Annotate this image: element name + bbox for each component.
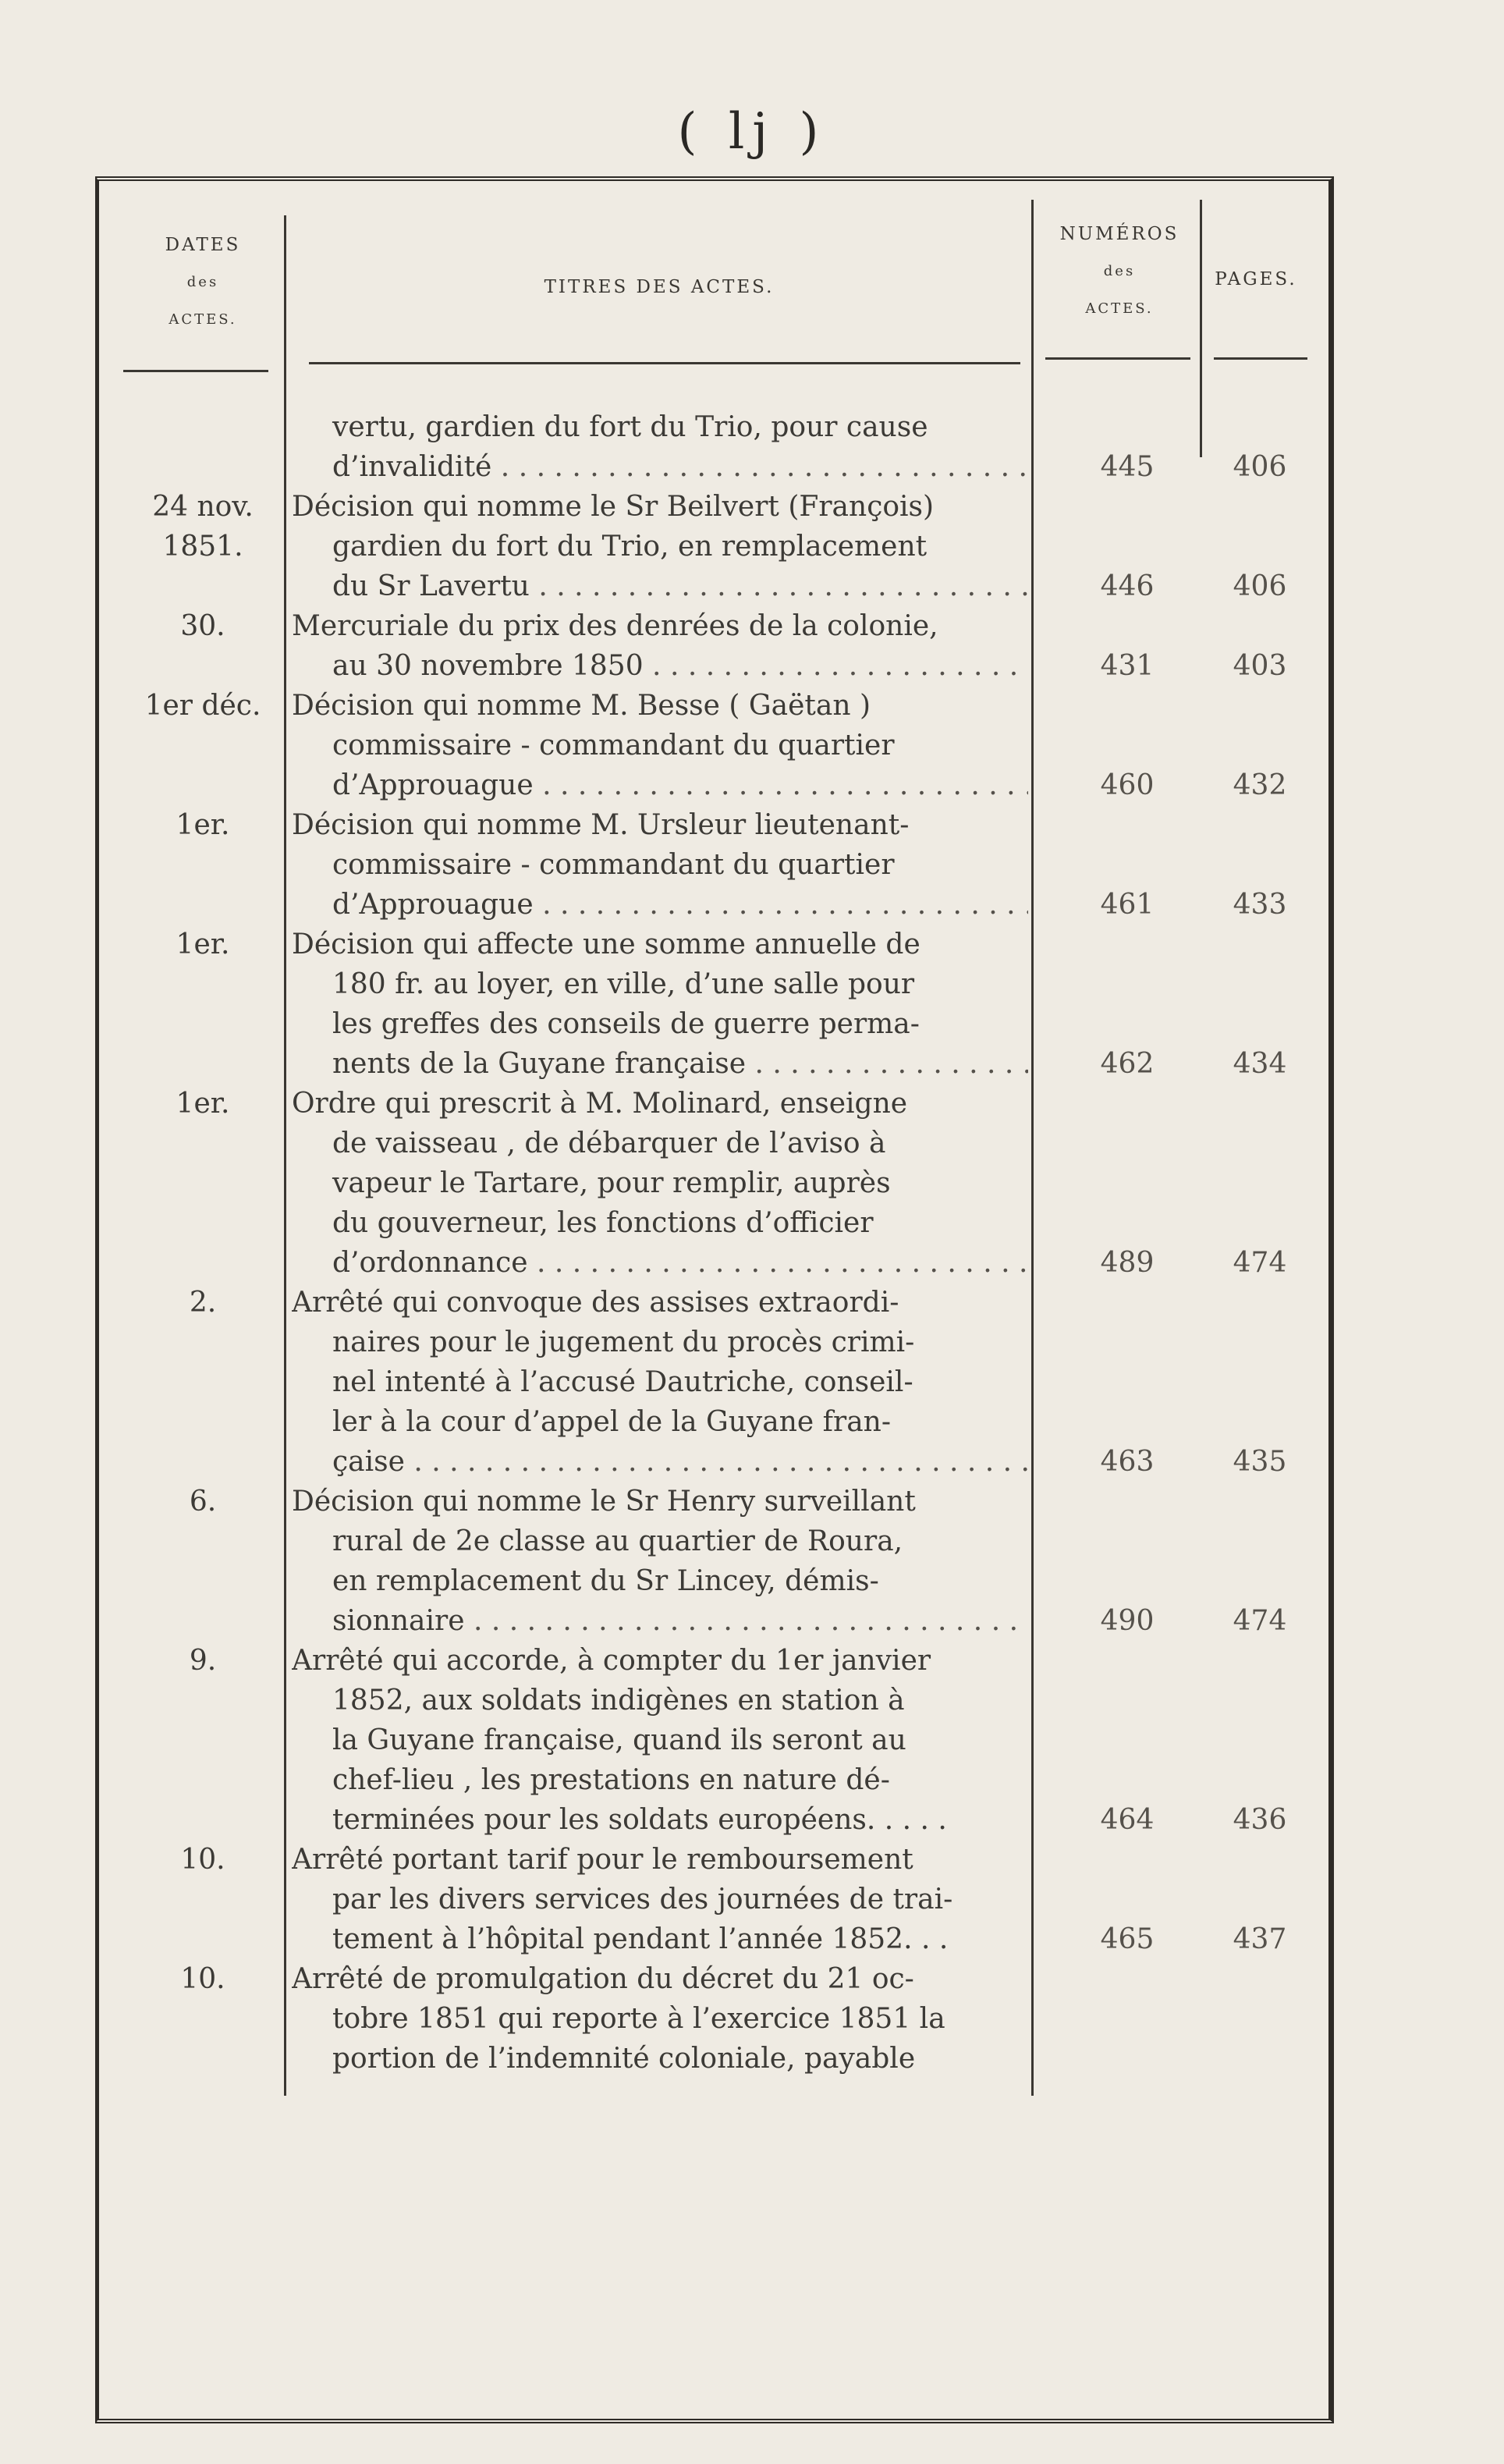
header-numeros-line: NUMÉROS — [1059, 224, 1179, 244]
act-date: 1er déc. — [144, 690, 261, 722]
header-numeros-line: des — [1103, 263, 1136, 279]
header-rule — [1214, 357, 1307, 360]
act-title-line: par les divers services des journées de trai- — [332, 1884, 953, 1915]
act-date: 10. — [180, 1844, 225, 1876]
act-title-line: d’invalidité . . . — [292, 447, 1028, 487]
act-title-line: Arrêté portant tarif pour le remboursement — [292, 1844, 913, 1876]
act-title-line: Décision qui nomme M. Ursleur lieutenant- — [292, 809, 910, 841]
header-dates — [148, 226, 257, 339]
act-number: 490 — [1100, 1605, 1155, 1637]
act-title — [292, 1084, 1028, 1283]
column-divider — [284, 215, 286, 2096]
act-title-line: sionnaire . . . — [292, 1601, 1028, 1641]
act-number: 463 — [1100, 1446, 1155, 1478]
act-title-line: tobre 1851 qui reporte à l’exercice 1851 la — [332, 2003, 945, 2035]
act-title-line: au 30 novembre 1850 . . . — [292, 646, 1028, 686]
act-title-line: d’Approuague . . . — [292, 885, 1028, 925]
act-title-line: ler à la cour d’appel de la Guyane fran- — [332, 1406, 892, 1438]
act-title-line: Décision qui nomme le Sr Beilvert (François) — [292, 491, 935, 523]
act-title-line: en remplacement du Sr Lincey, démis- — [332, 1565, 879, 1597]
act-date: 10. — [180, 1963, 225, 1995]
act-date: 30. — [180, 610, 225, 642]
act-page: 474 — [1233, 1605, 1287, 1637]
act-title-line: vapeur le Tartare, pour remplir, auprès — [332, 1167, 891, 1199]
act-title-line: chef-lieu , les prestations en nature dé- — [332, 1764, 890, 1796]
header-pages: PAGES. — [1215, 269, 1297, 289]
act-page: 434 — [1233, 1048, 1287, 1080]
act-title-line: Mercuriale du prix des denrées de la colonie, — [292, 610, 938, 642]
act-title — [292, 1840, 1028, 1959]
act-date: 1er. — [176, 1088, 230, 1120]
act-title-line: Arrêté qui accorde, à compter du 1er janvier — [292, 1645, 931, 1677]
act-title-line: d’ordonnance . . . — [292, 1243, 1028, 1283]
act-title — [292, 805, 1028, 925]
act-page: 406 — [1233, 570, 1287, 602]
act-title — [292, 925, 1028, 1084]
header-dates-line: ACTES. — [168, 311, 237, 328]
act-number: 489 — [1100, 1247, 1155, 1279]
act-title-line: Ordre qui prescrit à M. Molinard, enseigne — [292, 1088, 908, 1120]
act-title-line: la Guyane française, quand ils seront au — [332, 1724, 906, 1756]
act-title-line: commissaire - commandant du quartier — [332, 730, 895, 762]
act-title-line: du Sr Lavertu . . . — [292, 566, 1028, 606]
act-title-line: vertu, gardien du fort du Trio, pour cause — [332, 411, 928, 443]
act-title-line: nel intenté à l’accusé Dautriche, conseil- — [332, 1366, 913, 1398]
act-date: 1er. — [176, 809, 230, 841]
act-page: 406 — [1233, 451, 1287, 483]
act-title — [292, 1482, 1028, 1641]
act-title-line: Décision qui nomme M. Besse ( Gaëtan ) — [292, 690, 871, 722]
act-title-line: portion de l’indemnité coloniale, payable — [332, 2043, 916, 2075]
header-titles: TITRES DES ACTES. — [544, 277, 775, 297]
act-date: 1er. — [176, 928, 230, 960]
act-page: 432 — [1233, 769, 1287, 801]
act-number: 446 — [1100, 570, 1155, 602]
act-title-line: rural de 2e classe au quartier de Roura, — [332, 1525, 903, 1557]
act-number: 462 — [1100, 1048, 1155, 1080]
act-number: 461 — [1100, 889, 1155, 921]
act-title-line: d’Approuague . . . — [292, 765, 1028, 805]
header-numeros-line: ACTES. — [1085, 300, 1154, 317]
header-rule — [1045, 357, 1190, 360]
act-title-line: gardien du fort du Trio, en remplacement — [332, 531, 928, 563]
act-title — [292, 1283, 1028, 1482]
act-title-line: 180 fr. au loyer, en ville, d’une salle pour — [332, 968, 915, 1000]
act-title — [292, 686, 1028, 805]
act-title-line: commissaire - commandant du quartier — [332, 849, 895, 881]
act-title-line: de vaisseau , de débarquer de l’aviso à — [332, 1127, 886, 1159]
act-page: 433 — [1233, 889, 1287, 921]
header-dates-line: DATES — [165, 235, 241, 255]
act-number: 431 — [1100, 650, 1155, 682]
act-page: 474 — [1233, 1247, 1287, 1279]
act-title — [292, 407, 1028, 487]
act-title-line: terminées pour les soldats européens. . . . . — [332, 1804, 947, 1836]
act-title-line: nents de la Guyane française . . . — [292, 1044, 1028, 1084]
column-divider — [1200, 200, 1202, 457]
act-page: 435 — [1233, 1446, 1287, 1478]
act-number: 445 — [1100, 451, 1155, 483]
act-title-line: du gouverneur, les fonctions d’officier — [332, 1207, 874, 1239]
act-title-line: Arrêté de promulgation du décret du 21 oc- — [292, 1963, 914, 1995]
act-date: 6. — [189, 1486, 217, 1518]
act-page: 403 — [1233, 650, 1287, 682]
page-number: ( lj ) — [677, 103, 827, 161]
act-title-line: naires pour le jugement du procès crimi- — [332, 1326, 915, 1358]
act-date: 9. — [189, 1645, 217, 1677]
act-title — [292, 487, 1028, 606]
act-number: 465 — [1100, 1923, 1155, 1955]
header-dates-line: des — [186, 274, 219, 290]
act-title-line: les greffes des conseils de guerre perma- — [332, 1008, 920, 1040]
act-number: 464 — [1100, 1804, 1155, 1836]
act-title — [292, 1959, 1028, 2079]
act-title-line: Arrêté qui convoque des assises extraordi- — [292, 1287, 899, 1319]
header-numeros — [1041, 215, 1197, 328]
act-title — [292, 1641, 1028, 1840]
act-page: 437 — [1233, 1923, 1287, 1955]
header-rule — [309, 362, 1020, 364]
act-title — [292, 606, 1028, 686]
act-number: 460 — [1100, 769, 1155, 801]
act-page: 436 — [1233, 1804, 1287, 1836]
act-date: 24 nov. 1851. — [152, 491, 254, 563]
act-date: 2. — [189, 1287, 217, 1319]
act-title-line: 1852, aux soldats indigènes en station à — [332, 1685, 905, 1717]
column-divider — [1031, 200, 1034, 2096]
act-title-line: Décision qui nomme le Sr Henry surveillant — [292, 1486, 916, 1518]
act-title-line: çaise . . . — [292, 1442, 1028, 1482]
act-title-line: Décision qui affecte une somme annuelle de — [292, 928, 920, 960]
act-title-line: tement à l’hôpital pendant l’année 1852. . . — [332, 1923, 949, 1955]
header-rule — [123, 370, 268, 372]
